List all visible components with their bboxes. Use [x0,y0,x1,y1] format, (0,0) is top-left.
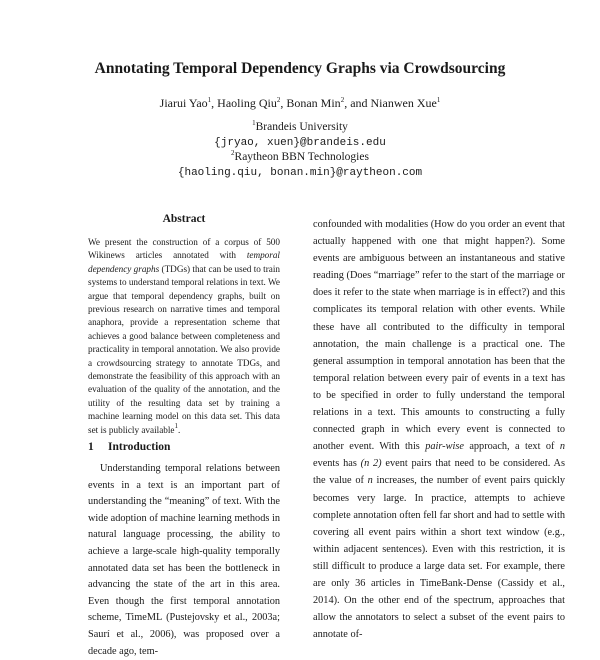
body-text: approach, a text of [463,441,560,453]
author-name: Bonan Min [286,96,341,110]
abstract-text: (TDGs) that can be used to train systems to understand temporal relations in text. We argue that temporal dependency graphs, built on previous research on narrative times and temporal anaphora, provide a representation scheme that achieves a good balance between completeness and practicality in temporal annotation. We also provide a crowdsourcing strategy to annotate TDGs, and demonstrate the feasibility of this approach with an evaluation of the quality of the annotation, and the utility of the resulting data set by training a machine learning model on this data set. This data set is publicly available [88,263,280,435]
affiliation-name: Raytheon BBN Technologies [234,151,369,163]
section-number: 1 [88,441,94,453]
abstract-heading: Abstract [162,213,206,225]
abstract-text: . [178,424,181,435]
author-name: Jiarui Yao [159,96,208,110]
body-text: confounded with modalities (How do you order an event that actually happened with one that might happen?). Some events are ambiguous between an instantaneous and stative reading (Does “marriage” refer to the start of the marriage or does it refer to the state when marriage is in effect?) and this complicates its temporal relation with other events. While these have all contributed to the difficulty in temporal annotation, the main challenge is a practical one. The general assumption in temporal annotation has been that the temporal relation between every pair of events in a text has to be specified in order to fully understand the temporal relations in a text. This amounts to constructing a fully connected graph in which every event is connected to another event. With this [313,219,565,453]
introduction-paragraph: Understanding temporal relations between events in a text is an important part of understanding the “meaning” of text. With the wide adoption of machine learning methods in natural language processing, the ability to achieve a large-scale high-quality temporally annotated data set has been the bottleneck in advancing the state of the art in this area. Even though the first temporal annotation scheme, TimeML (Pustejovsky et al., 2003a; Saurí et al., 2006), was proposed over a decade ago, tem- [88,463,280,657]
paper-title: Annotating Temporal Dependency Graphs via Crowdsourcing [94,60,506,77]
math-variable: n [367,475,373,487]
affiliation-mark: 2 [231,149,235,157]
affiliation-mark: 1 [252,119,256,127]
author-affiliation-mark: 1 [207,96,212,104]
author-name: Haoling Qiu [217,96,277,110]
author-separator: , [280,96,287,110]
section-heading-introduction [88,441,288,453]
binomial-expression: (n 2) [360,458,382,470]
author-affiliation-mark: 2 [276,96,281,104]
affiliation-1 [0,120,600,135]
email-2: {haoling.qiu, bonan.min}@raytheon.com [177,167,423,179]
author-affiliation-mark: 1 [436,96,441,104]
author-list [0,95,600,111]
section-title: Introduction [108,441,171,453]
body-emphasis: pair-wise [425,441,464,453]
abstract-emphasis: temporal dependency graphs [88,250,280,274]
footnote-mark: 1 [174,421,178,430]
body-text: increases, the number of event pairs quickly becomes very large. In practice, attempts to achieve complete annotation often fell far short and had to settle with covering all event pairs within a short text window (e.g., within adjacent sentences). Even with this restriction, it is still difficult to produce a large data set. For example, there are only 36 articles in TimeBank-Dense (Cassidy et al., 2014). On the other end of the spectrum, approaches that allow the annotators to select a subset of the event pairs to annotate of- [313,475,565,641]
affiliation-2 [0,150,600,165]
abstract-body [88,236,280,437]
body-text: event pairs that need to be considered. As the value of [313,458,565,487]
author-name: Nianwen Xue [370,96,437,110]
right-column-paragraph [313,216,565,643]
abstract-text: We present the construction of a corpus of 500 Wikinews articles annotated with [88,237,280,261]
affiliation-name: Brandeis University [255,121,348,133]
body-text: events has [313,458,361,470]
math-variable: n [559,441,565,453]
author-separator: , [211,96,218,110]
author-affiliation-mark: 2 [340,96,345,104]
author-separator: , and [344,96,371,110]
email-1: {jryao, xuen}@brandeis.edu [214,137,386,149]
